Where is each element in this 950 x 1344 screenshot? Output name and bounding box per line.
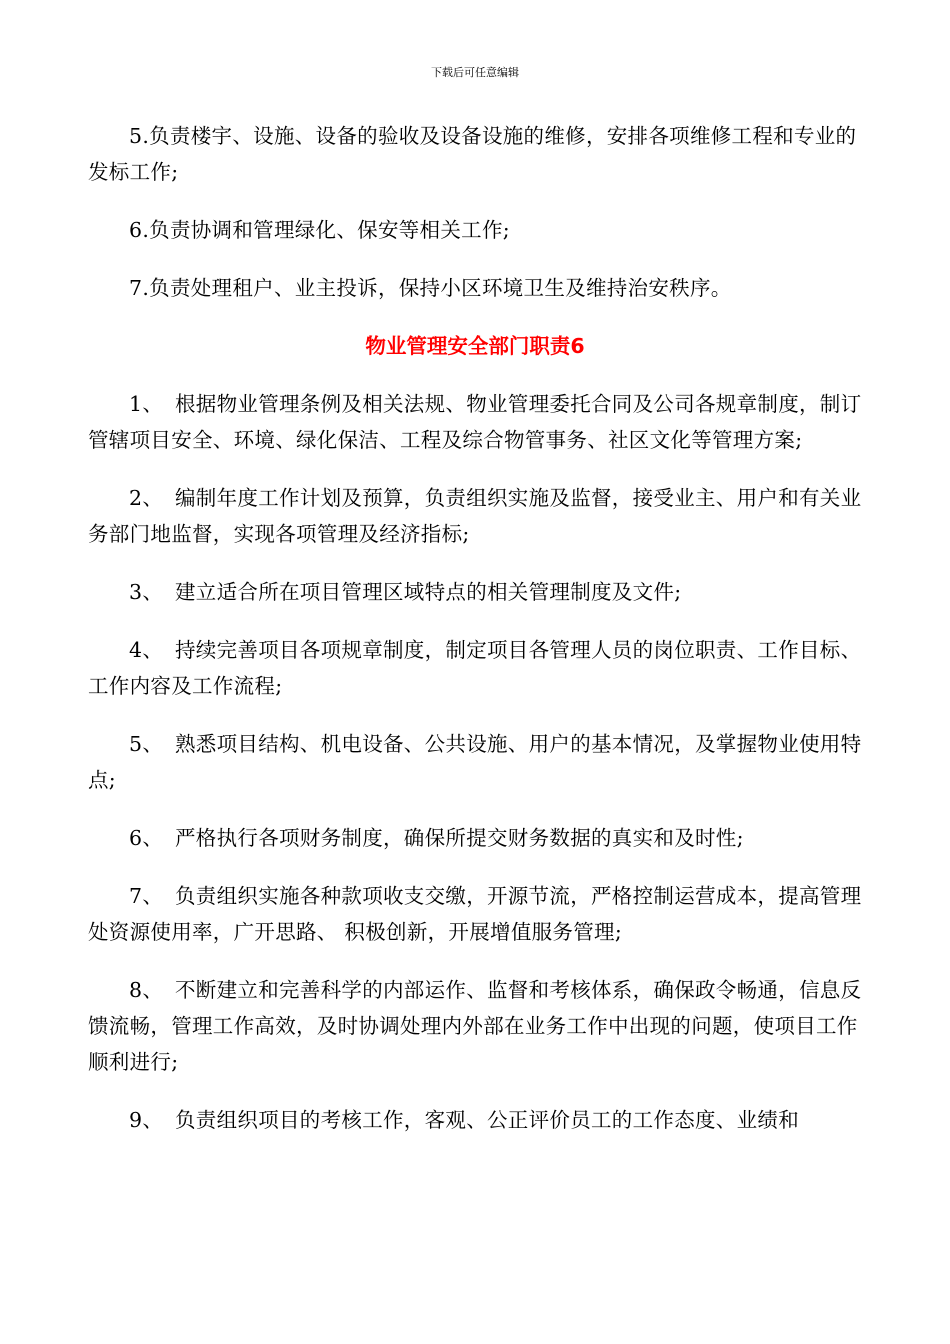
list-item-text: 负责组织实施各种款项收支交缴，开源节流，严格控制运营成本，提高管理处资源使用率，广开思路、 积极创新，开展增值服务管理;	[88, 884, 862, 944]
list-item-number: 4、	[129, 638, 164, 662]
list-item	[88, 972, 862, 1080]
list-item	[88, 480, 862, 552]
list-item-number: 6、	[129, 826, 164, 850]
list-item-text: 严格执行各项财务制度，确保所提交财务数据的真实和及时性;	[175, 826, 744, 850]
list-item-text: 不断建立和完善科学的内部运作、监督和考核体系，确保政令畅通，信息反馈流畅，管理工作高效，及时协调处理内外部在业务工作中出现的问题，使项目工作顺利进行;	[88, 978, 862, 1074]
list-item-number: 8、	[129, 978, 164, 1002]
list-item	[88, 1102, 862, 1138]
list-item	[88, 632, 862, 704]
list-item-number: 5、	[129, 732, 164, 756]
list-item-text: 编制年度工作计划及预算，负责组织实施及监督，接受业主、用户和有关业务部门地监督，实现各项管理及经济指标;	[88, 486, 862, 546]
list-item-text: 持续完善项目各项规章制度，制定项目各管理人员的岗位职责、工作目标、工作内容及工作流程;	[88, 638, 862, 698]
section-title: 物业管理安全部门职责6	[365, 334, 585, 358]
list-item	[88, 820, 862, 856]
list-item-number: 9、	[129, 1108, 164, 1132]
list-item-text: 熟悉项目结构、机电设备、公共设施、用户的基本情况，及掌握物业使用特点;	[88, 732, 862, 792]
document-body	[88, 118, 862, 1160]
list-item-number: 1、	[129, 392, 164, 416]
list-item-number: 3、	[129, 580, 164, 604]
list-item-text: 建立适合所在项目管理区域特点的相关管理制度及文件;	[175, 580, 682, 604]
list-item-text: 负责组织项目的考核工作，客观、公正评价员工的工作态度、业绩和	[175, 1108, 799, 1132]
intro-paragraph-5: 5.负责楼宇、设施、设备的验收及设备设施的维修，安排各项维修工程和专业的发标工作;	[88, 124, 857, 184]
intro-paragraph-7: 7.负责处理租户、业主投诉，保持小区环境卫生及维持治安秩序。	[129, 276, 732, 300]
list-item-number: 2、	[129, 486, 164, 510]
list-item	[88, 386, 862, 458]
list-item-text: 根据物业管理条例及相关法规、物业管理委托合同及公司各规章制度，制订管辖项目安全、环境、绿化保洁、工程及综合物管事务、社区文化等管理方案;	[88, 392, 862, 452]
list-item	[88, 574, 862, 610]
list-item	[88, 726, 862, 798]
list-item	[88, 878, 862, 950]
header-note: 下载后可任意编辑	[431, 66, 519, 79]
list-item-number: 7、	[129, 884, 164, 908]
intro-paragraph-6: 6.负责协调和管理绿化、保安等相关工作;	[129, 218, 510, 242]
